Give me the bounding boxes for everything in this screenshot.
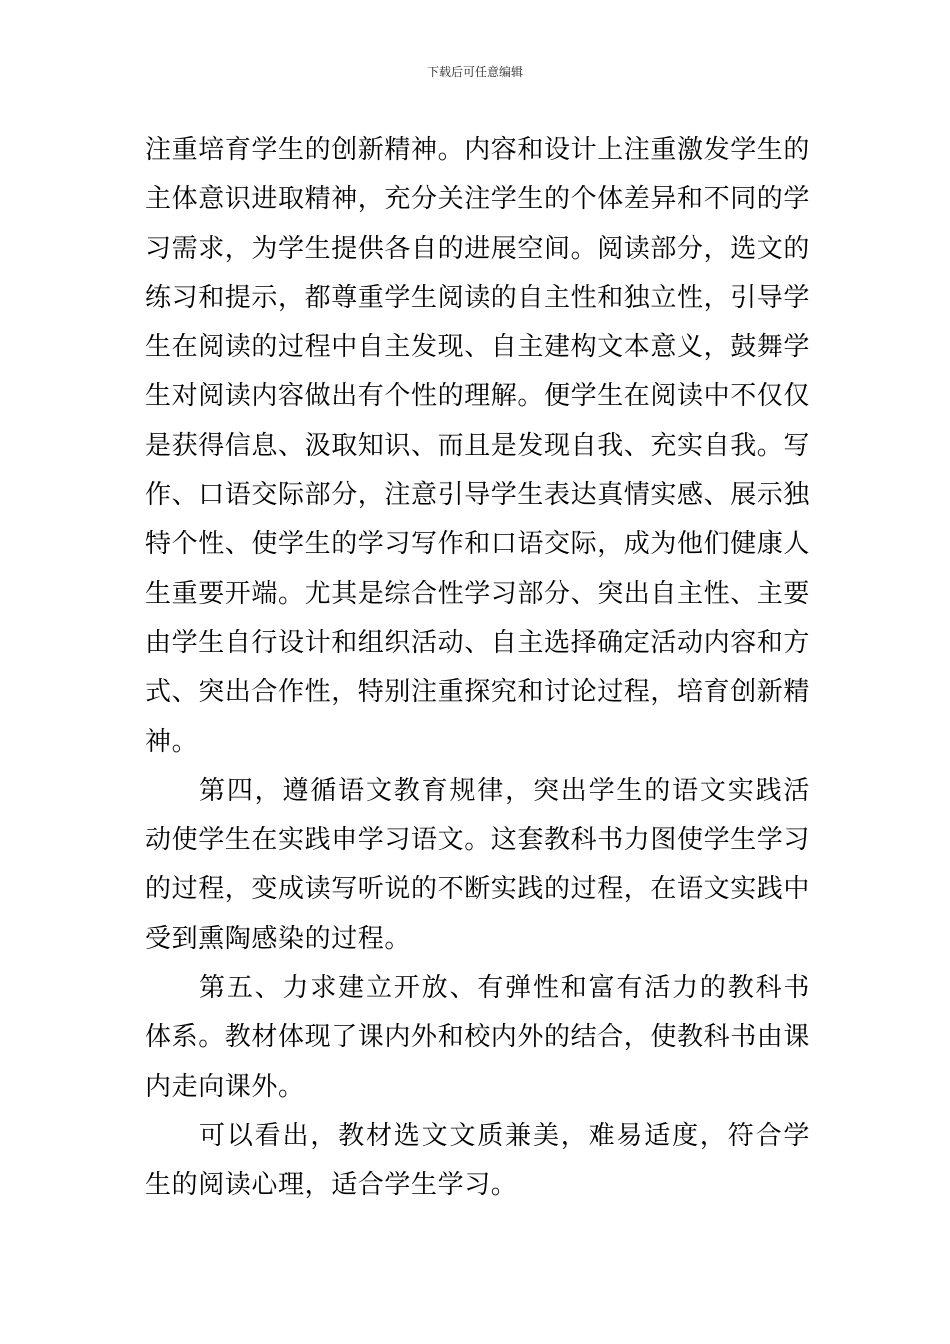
page-header: 下载后可任意编辑 (426, 65, 523, 79)
paragraph-continued: 注重培育学生的创新精神。内容和设计上注重激发学生的主体意识进取精神，充分关注学生的个体差异和不同的学习需求，为学生提供各自的进展空间。阅读部分，选文的练习和提示，都尊重学生阅读的自主性和独立性，引导学生在阅读的过程中自主发现、自主建构文本意义，鼓舞学生对阅读内容做出有个性的理解。便学生在阅读中不仅仅是获得信息、汲取知识、而且是发现自我、充实自我。写作、口语交际部分，注意引导学生表达真情实感、展示独特个性、使学生的学习写作和口语交际，成为他们健康人生重要开端。尤其是综合性学习部分、突出自主性、主要由学生自行设计和组织活动、自主选择确定活动内容和方式、突出合作性，特别注重探究和讨论过程，培育创新精神。 (145, 135, 811, 757)
paragraph-fifth: 第五、力求建立开放、有弹性和富有活力的教科书体系。教材体现了课内外和校内外的结合，使教科书由课内走向课外。 (145, 973, 811, 1102)
paragraph-fourth: 第四，遵循语文教育规律，突出学生的语文实践活动使学生在实践申学习语文。这套教科书力图使学生学习的过程，变成读写听说的不断实践的过程，在语文实践中受到熏陶感染的过程。 (145, 775, 811, 954)
document-body (145, 126, 810, 1211)
paragraph-conclusion: 可以看出，教材选文文质兼美，难易适度，符合学生的阅读心理，适合学生学习。 (145, 1120, 810, 1201)
